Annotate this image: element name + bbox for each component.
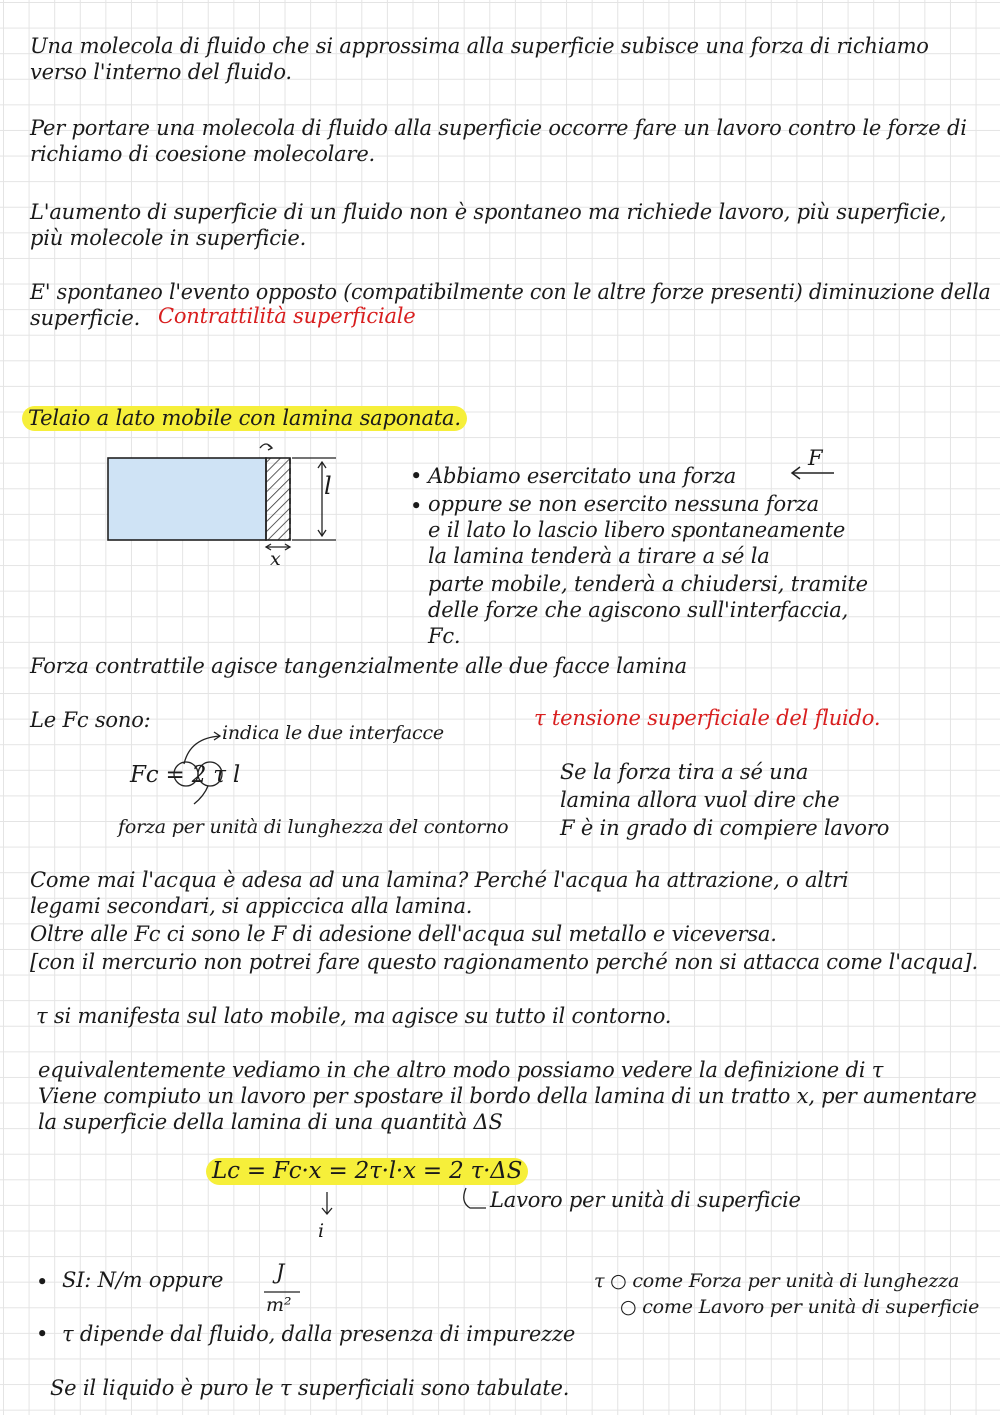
text-line: E' spontaneo l'evento opposto (compatibilmente con le altre forze presenti) diminuzione della xyxy=(30,280,991,304)
text-line: superficie. xyxy=(30,306,141,330)
text-line: L'aumento di superficie di un fluido non è spontaneo ma richiede lavoro, più superficie, xyxy=(30,200,947,224)
text-line: [con il mercurio non potrei fare questo ragionamento perché non si attacca come l'acqua]. xyxy=(30,950,979,974)
bullet-text: Abbiamo esercitato una forza xyxy=(428,464,737,488)
text-line: Forza contrattile agisce tangenzialmente alle due facce lamina xyxy=(30,654,687,678)
text-line: legami secondari, si appiccica alla lamina. xyxy=(30,894,473,918)
text-line: Per portare una molecola di fluido alla superficie occorre fare un lavoro contro le forze di xyxy=(30,116,967,140)
si-numerator: J xyxy=(276,1260,285,1284)
bullet-dot: • xyxy=(410,464,423,488)
text-line: lamina allora vuol dire che xyxy=(560,788,840,812)
text-line: verso l'interno del fluido. xyxy=(30,60,292,84)
lavoro-annot-hook xyxy=(460,1186,490,1216)
text-line: τ dipende dal fluido, dalla presenza di impurezze xyxy=(62,1322,576,1346)
si-label: SI: N/m oppure xyxy=(62,1268,224,1292)
bullet-text: parte mobile, tenderà a chiudersi, tramite xyxy=(428,572,868,596)
lavoro-annot: Lavoro per unità di superficie xyxy=(490,1188,801,1212)
text-line: Oltre alle Fc ci sono le F di adesione dell'acqua sul metallo e viceversa. xyxy=(30,922,777,946)
text-line: richiamo di coesione molecolare. xyxy=(30,142,376,166)
frame-diagram xyxy=(100,440,360,570)
bullet-text: delle forze che agiscono sull'interfaccia, xyxy=(428,598,849,622)
bullet-text: Fc. xyxy=(428,624,461,648)
text-line: Le Fc sono: xyxy=(30,708,151,732)
text-line: F è in grado di compiere lavoro xyxy=(560,816,890,840)
bullet-text: la lamina tenderà a tirare a sé la xyxy=(428,544,770,568)
formula-pointer xyxy=(314,1190,340,1220)
annotation: forza per unità di lunghezza del contorno xyxy=(118,816,509,838)
label-x: x xyxy=(270,548,281,570)
bullet-dot: • xyxy=(36,1322,49,1346)
keyword-contrattilita: Contrattilità superficiale xyxy=(158,304,416,328)
text-line: Una molecola di fluido che si approssima alla superficie subisce una forza di richiamo xyxy=(30,34,929,58)
lavoro-formula: Lc = Fc·x = 2τ·l·x = 2 τ·ΔS xyxy=(206,1158,528,1185)
lamina-rect xyxy=(108,458,266,540)
bullet-dot: • xyxy=(36,1270,49,1294)
bullet-text: e il lato lo lascio libero spontaneamente xyxy=(428,518,846,542)
annotation: indica le due interfacce xyxy=(222,722,444,744)
formula-circles xyxy=(172,756,232,796)
fc-formula: Fc = 2 τ l xyxy=(130,762,241,788)
text-line: più molecole in superficie. xyxy=(30,226,307,250)
mobile-side xyxy=(266,458,290,540)
text-line: τ si manifesta sul lato mobile, ma agisce su tutto il contorno. xyxy=(36,1004,672,1028)
formula-index: i xyxy=(318,1220,324,1242)
text-line: Se la forza tira a sé una xyxy=(560,760,809,784)
text-line: Come mai l'acqua è adesa ad una lamina? Perché l'acqua ha attrazione, o altri xyxy=(30,868,849,892)
text-line: la superficie della lamina di una quantità ΔS xyxy=(38,1110,503,1134)
label-l: l xyxy=(324,472,332,500)
tau-as-line: ○ come Lavoro per unità di superficie xyxy=(620,1296,980,1318)
text-line: Se il liquido è puro le τ superficiali sono tabulate. xyxy=(50,1376,570,1400)
si-denominator: m² xyxy=(266,1294,292,1316)
force-label: F xyxy=(808,446,823,470)
tau-title: τ tensione superficiale del fluido. xyxy=(534,706,881,730)
bullet-text: oppure se non esercito nessuna forza xyxy=(428,492,819,516)
bullet-dot: • xyxy=(410,494,423,518)
tau-as-line: τ ○ come Forza per unità di lunghezza xyxy=(594,1270,960,1292)
section-title: Telaio a lato mobile con lamina saponata. xyxy=(22,406,467,431)
text-line: Viene compiuto un lavoro per spostare il bordo della lamina di un tratto x, per aumentare xyxy=(38,1084,977,1108)
text-line: equivalentemente vediamo in che altro modo possiamo vedere la definizione di τ xyxy=(38,1058,884,1082)
